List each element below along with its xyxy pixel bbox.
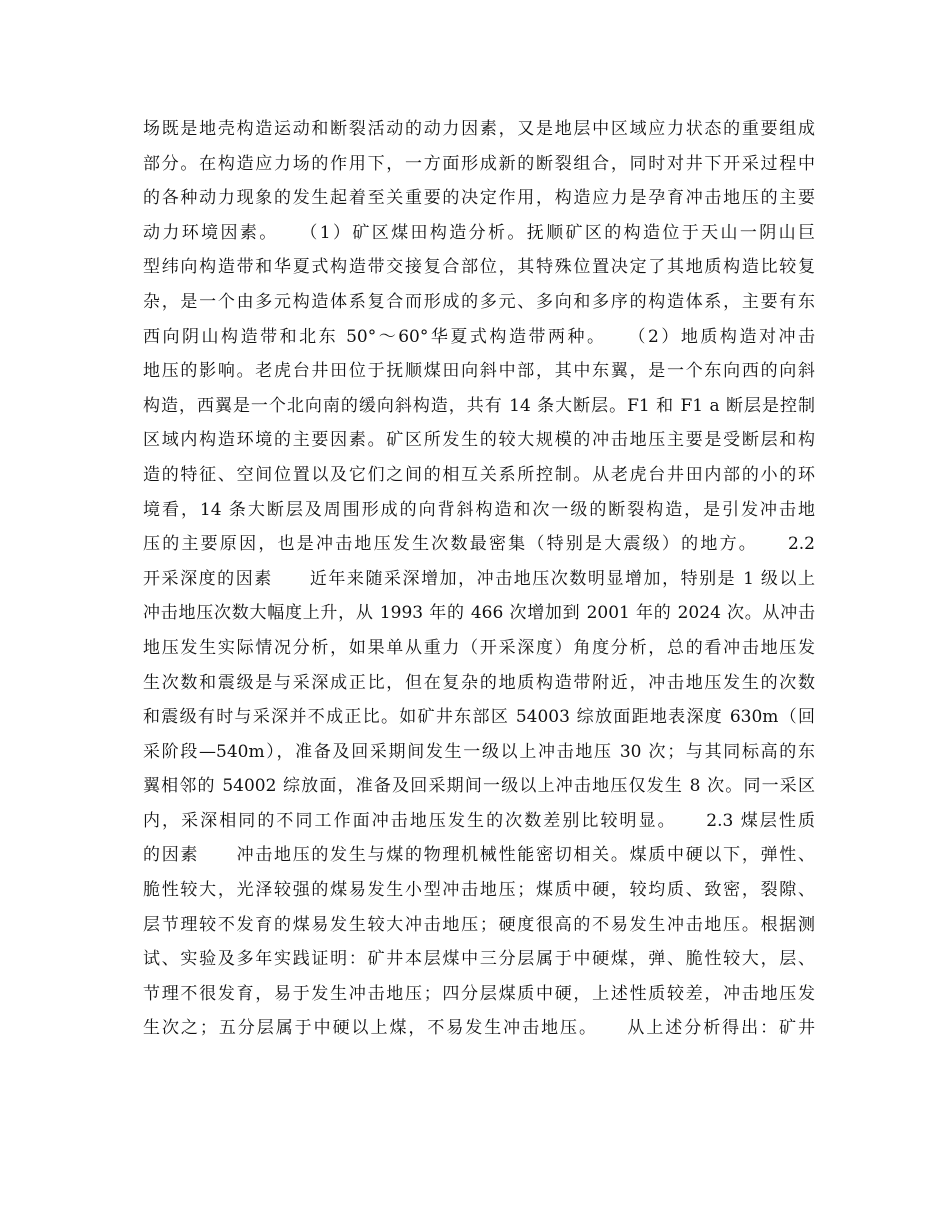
text-line: 生次数和震级是与采深成正比，但在复杂的地质构造带附近，冲击地压发生的次数	[143, 672, 815, 693]
text-line: 冲击地压次数大幅度上升，从 1993 年的 466 次增加到 2001 年的 2024 次。从冲击	[143, 603, 815, 624]
text-line: 生次之；五分层属于中硬以上煤，不易发生冲击地压。 从上述分析得出：矿井	[143, 1018, 815, 1039]
text-line: 采阶段—540m），准备及回采期间发生一级以上冲击地压 30 次；与其同标高的东	[143, 741, 815, 762]
text-line: 部分。在构造应力场的作用下，一方面形成新的断裂组合，同时对井下开采过程中	[143, 153, 815, 174]
text-line: 境看，14 条大断层及周围形成的向背斜构造和次一级的断裂构造，是引发冲击地	[143, 499, 815, 520]
text-line: 场既是地壳构造运动和断裂活动的动力因素，又是地层中区域应力状态的重要组成	[143, 119, 815, 139]
text-line: 层节理较不发育的煤易发生较大冲击地压；硬度很高的不易发生冲击地压。根据测	[143, 914, 815, 935]
text-line: 翼相邻的 54002 综放面，准备及回采期间一级以上冲击地压仅发生 8 次。同一采区	[143, 776, 815, 797]
text-line: 的各种动力现象的发生起着至关重要的决定作用，构造应力是孕育冲击地压的主要	[143, 188, 815, 209]
text-line: 区域内构造环境的主要因素。矿区所发生的较大规模的冲击地压主要是受断层和构	[143, 430, 815, 451]
text-line: 型纬向构造带和华夏式构造带交接复合部位，其特殊位置决定了其地质构造比较复	[143, 257, 815, 278]
text-line: 造的特征、空间位置以及它们之间的相互关系所控制。从老虎台井田内部的小的环	[143, 464, 815, 485]
text-line: 和震级有时与采深并不成正比。如矿井东部区 54003 综放面距地表深度 630m（回	[143, 707, 815, 728]
text-line: 脆性较大，光泽较强的煤易发生小型冲击地压；煤质中硬，较均质、致密，裂隙、	[143, 880, 815, 901]
text-line: 杂，是一个由多元构造体系复合而形成的多元、多向和多序的构造体系，主要有东	[143, 291, 815, 312]
text-line: 的因素 冲击地压的发生与煤的物理机械性能密切相关。煤质中硬以下，弹性、	[143, 845, 815, 866]
text-line: 试、实验及多年实践证明：矿井本层煤中三分层属于中硬煤，弹、脆性较大，层、	[143, 949, 815, 970]
text-line: 动力环境因素。 （1）矿区煤田构造分析。抚顺矿区的构造位于天山一阴山巨	[143, 222, 815, 243]
text-line: 内，采深相同的不同工作面冲击地压发生的次数差别比较明显。 2.3 煤层性质	[143, 810, 815, 831]
text-line: 地压发生实际情况分析，如果单从重力（开采深度）角度分析，总的看冲击地压发	[143, 637, 815, 658]
text-line: 开采深度的因素 近年来随采深增加，冲击地压次数明显增加，特别是 1 级以上	[143, 568, 815, 589]
body-text	[143, 112, 815, 1046]
text-line: 压的主要原因，也是冲击地压发生次数最密集（特别是大震级）的地方。 2.2	[143, 534, 815, 555]
text-line: 地压的影响。老虎台井田位于抚顺煤田向斜中部，其中东翼，是一个东向西的向斜	[143, 361, 815, 382]
text-line: 西向阴山构造带和北东 50°～60°华夏式构造带两种。 （2）地质构造对冲击	[143, 326, 815, 347]
text-line: 构造，西翼是一个北向南的缓向斜构造，共有 14 条大断层。F1 和 F1 a 断层是控制	[143, 395, 815, 416]
text-line: 节理不很发育，易于发生冲击地压；四分层煤质中硬，上述性质较差，冲击地压发	[143, 983, 815, 1004]
